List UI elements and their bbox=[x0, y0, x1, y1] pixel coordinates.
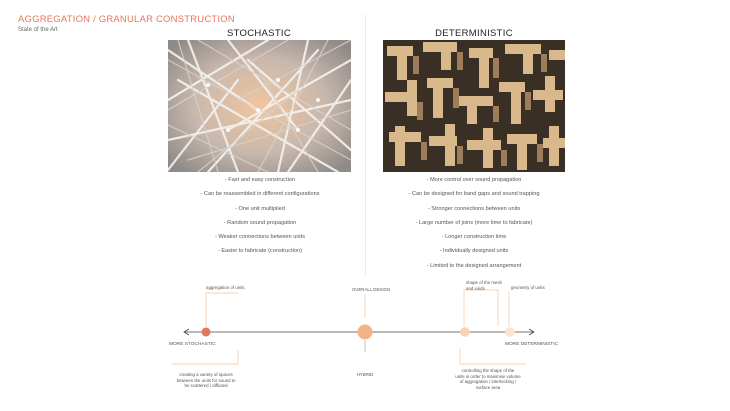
label-geometry: geometry of units bbox=[511, 285, 545, 290]
bracket-deterministic-note bbox=[460, 348, 526, 364]
label-aggregation: aggregation of units bbox=[206, 285, 245, 290]
note-hybrid: HYBRID bbox=[356, 372, 374, 377]
axis-end-left: MORE STOCHASTIC bbox=[169, 342, 216, 347]
list-item: - Weaker connections between units bbox=[214, 234, 306, 241]
list-item: - Fast and easy construction bbox=[224, 177, 296, 183]
deterministic-heading: DETERMINISTIC bbox=[435, 28, 513, 39]
list-item: - Can be designed for band gaps and sound trapping bbox=[408, 191, 540, 198]
marker-aggregation bbox=[202, 328, 211, 337]
list-item: - Large number of joins (more time to fabricate) bbox=[415, 219, 533, 226]
list-item: - Easier to fabricate (construction) bbox=[218, 248, 302, 255]
stochastic-heading: STOCHASTIC bbox=[226, 28, 292, 39]
page-subtitle: State of the Art bbox=[18, 27, 58, 33]
list-item: - Longer construction time bbox=[441, 234, 507, 241]
marker-overall-design bbox=[358, 325, 373, 340]
list-item: - More control over sound propagation bbox=[426, 177, 522, 183]
marker-geometry bbox=[505, 327, 515, 337]
list-item: - Random sound propagation bbox=[223, 219, 297, 226]
list-item: - Individually designed units bbox=[439, 248, 509, 255]
list-item: - One unit multiplied bbox=[235, 205, 285, 212]
bracket-stochastic-note bbox=[172, 350, 238, 364]
list-item: - Stronger connections between units bbox=[427, 205, 521, 212]
bracket-shape bbox=[464, 290, 498, 326]
note-deterministic: controlling the shape of the units in order to maximise volume of aggregation / interlocking / surface area bbox=[455, 368, 521, 390]
marker-shape bbox=[460, 327, 470, 337]
page-title: AGGREGATION / GRANULAR CONSTRUCTION bbox=[18, 14, 235, 25]
list-item: - Limited to the designed arrangement bbox=[426, 262, 522, 269]
axis-end-right: MORE DETERMINISTIC bbox=[505, 342, 559, 347]
label-shape: shape of the mesh and voids bbox=[466, 280, 503, 291]
bracket-aggregation bbox=[206, 293, 238, 327]
list-item: - Can be reassembled in different configurations bbox=[200, 191, 320, 198]
note-stochastic: creating a variety of spaces between the units for sound to be scattered / diffused bbox=[176, 372, 236, 389]
label-overall-design: OVERALL DESIGN bbox=[352, 287, 391, 292]
